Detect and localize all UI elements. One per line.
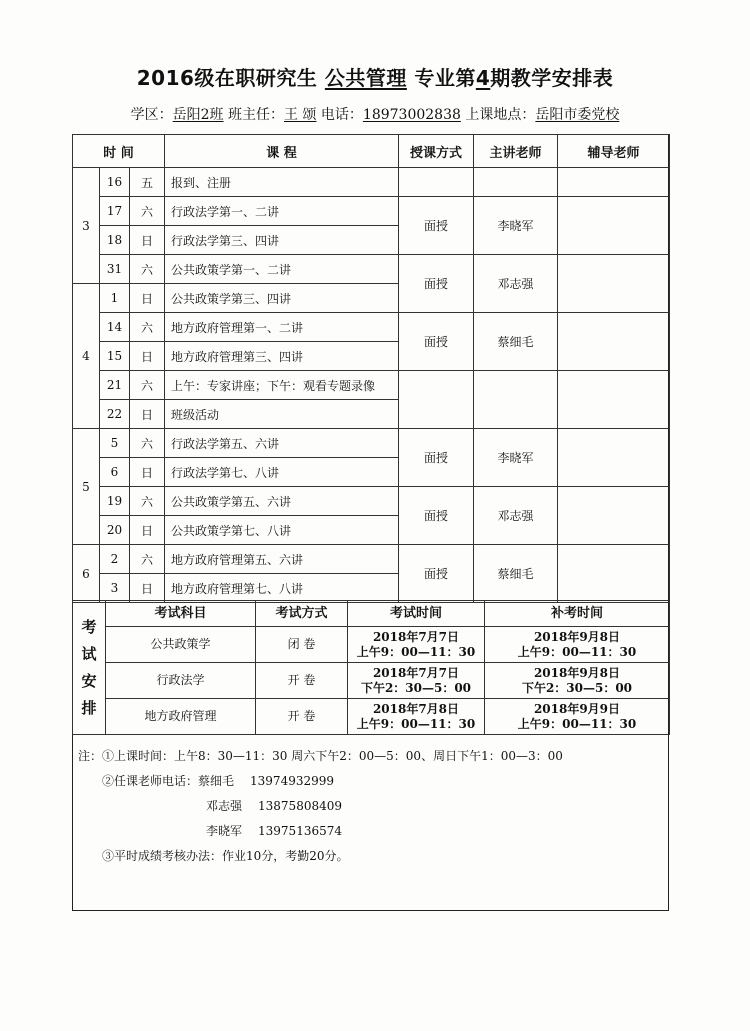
day-cell: 19 bbox=[100, 487, 130, 516]
exam-header-subject: 考试科目 bbox=[106, 601, 256, 627]
tutor-cell bbox=[558, 371, 670, 429]
exam-subject: 地方政府管理 bbox=[106, 699, 256, 735]
table-row bbox=[73, 197, 670, 226]
title-suffix: 期教学安排表 bbox=[490, 66, 614, 90]
course-cell: 行政法学第五、六讲 bbox=[165, 429, 399, 458]
makeup-clock: 下午2：30—5：00 bbox=[521, 680, 633, 695]
lecturer-cell: 蔡细毛 bbox=[474, 545, 558, 603]
exam-table bbox=[72, 600, 670, 735]
location-value: 岳阳市委党校 bbox=[535, 107, 620, 123]
weekday-cell: 日 bbox=[130, 400, 165, 429]
exam-date: 2018年7月7日 bbox=[372, 629, 460, 644]
exam-side-label: 考 试 安 排 bbox=[73, 601, 106, 735]
day-cell: 21 bbox=[100, 371, 130, 400]
lecturer-cell: 蔡细毛 bbox=[474, 313, 558, 371]
page-title bbox=[0, 62, 750, 91]
notes bbox=[78, 744, 563, 869]
teacher-name: 李晓军 bbox=[206, 824, 243, 838]
header-method: 授课方式 bbox=[399, 135, 474, 168]
lecturer-cell: 李晓军 bbox=[474, 429, 558, 487]
exam-header-makeup: 补考时间 bbox=[485, 601, 670, 627]
exam-clock: 上午9：00—11：30 bbox=[356, 644, 476, 659]
course-cell: 公共政策学第三、四讲 bbox=[165, 284, 399, 313]
table-row bbox=[73, 627, 670, 663]
exam-time bbox=[348, 699, 485, 735]
day-cell: 2 bbox=[100, 545, 130, 574]
phone-value: 18973002838 bbox=[362, 107, 461, 123]
weekday-cell: 六 bbox=[130, 545, 165, 574]
exam-method: 闭 卷 bbox=[256, 627, 348, 663]
method-cell bbox=[399, 371, 474, 429]
course-cell: 地方政府管理第一、二讲 bbox=[165, 313, 399, 342]
weekday-cell: 日 bbox=[130, 516, 165, 545]
note-teacher-phone bbox=[78, 769, 563, 794]
tutor-cell bbox=[558, 487, 670, 545]
weekday-cell: 五 bbox=[130, 168, 165, 197]
exam-method: 开 卷 bbox=[256, 663, 348, 699]
info-line bbox=[0, 104, 750, 124]
teacher-name: 邓志强 bbox=[206, 799, 243, 813]
table-row bbox=[73, 429, 670, 458]
weekday-cell: 日 bbox=[130, 574, 165, 603]
day-cell: 3 bbox=[100, 574, 130, 603]
campus-label: 学区： bbox=[130, 107, 173, 123]
day-cell: 22 bbox=[100, 400, 130, 429]
day-cell: 15 bbox=[100, 342, 130, 371]
header-tutor: 辅导老师 bbox=[558, 135, 670, 168]
table-row bbox=[73, 371, 670, 400]
tutor-cell bbox=[558, 313, 670, 371]
teacher-phone-label: ②任课老师电话： bbox=[102, 774, 199, 788]
teacher-value: 王 颂 bbox=[284, 107, 317, 123]
tutor-cell bbox=[558, 545, 670, 603]
location-label: 上课地点： bbox=[460, 107, 536, 123]
header-time: 时 间 bbox=[73, 135, 165, 168]
day-cell: 1 bbox=[100, 284, 130, 313]
weekday-cell: 六 bbox=[130, 313, 165, 342]
lecturer-cell: 邓志强 bbox=[474, 255, 558, 313]
exam-date: 2018年7月7日 bbox=[372, 665, 460, 680]
day-cell: 18 bbox=[100, 226, 130, 255]
method-cell bbox=[399, 168, 474, 197]
title-major: 公共管理 bbox=[324, 66, 407, 90]
exam-time bbox=[348, 663, 485, 699]
weekday-cell: 日 bbox=[130, 342, 165, 371]
weekday-cell: 日 bbox=[130, 458, 165, 487]
note-class-time: 注：①上课时间：上午8：30—11：30 周六下午2：00—5：00、周日下午1：00—3：00 bbox=[78, 749, 563, 763]
makeup-date: 2018年9月8日 bbox=[533, 629, 621, 644]
teacher-label: 班主任： bbox=[223, 107, 285, 123]
course-cell: 公共政策学第五、六讲 bbox=[165, 487, 399, 516]
table-row bbox=[73, 699, 670, 735]
month-cell: 6 bbox=[73, 545, 100, 603]
method-cell: 面授 bbox=[399, 487, 474, 545]
course-cell: 行政法学第三、四讲 bbox=[165, 226, 399, 255]
month-cell: 5 bbox=[73, 429, 100, 545]
course-cell: 公共政策学第七、八讲 bbox=[165, 516, 399, 545]
tutor-cell bbox=[558, 255, 670, 313]
tutor-cell bbox=[558, 168, 670, 197]
teacher-phone: 13975136574 bbox=[258, 824, 342, 838]
table-row bbox=[73, 663, 670, 699]
exam-method: 开 卷 bbox=[256, 699, 348, 735]
exam-time bbox=[348, 627, 485, 663]
method-cell: 面授 bbox=[399, 545, 474, 603]
makeup-clock: 上午9：00—11：30 bbox=[517, 716, 637, 731]
note-teacher-phone bbox=[78, 819, 563, 844]
course-cell: 上午：专家讲座；下午：观看专题录像 bbox=[165, 371, 399, 400]
course-cell: 行政法学第七、八讲 bbox=[165, 458, 399, 487]
exam-clock: 下午2：30—5：00 bbox=[360, 680, 472, 695]
day-cell: 20 bbox=[100, 516, 130, 545]
campus-value: 岳阳2班 bbox=[172, 107, 224, 123]
day-cell: 5 bbox=[100, 429, 130, 458]
exam-clock: 上午9：00—11：30 bbox=[356, 716, 476, 731]
makeup-date: 2018年9月8日 bbox=[533, 665, 621, 680]
schedule-table bbox=[72, 134, 670, 603]
day-cell: 6 bbox=[100, 458, 130, 487]
course-cell: 地方政府管理第七、八讲 bbox=[165, 574, 399, 603]
table-row bbox=[73, 487, 670, 516]
makeup-date: 2018年9月9日 bbox=[533, 701, 621, 716]
course-cell: 地方政府管理第三、四讲 bbox=[165, 342, 399, 371]
grading-text: ③平时成绩考核办法：作业10分，考勤20分。 bbox=[102, 849, 349, 863]
exam-header-time: 考试时间 bbox=[348, 601, 485, 627]
month-cell: 3 bbox=[73, 168, 100, 284]
teacher-name: 蔡细毛 bbox=[198, 774, 235, 788]
table-row bbox=[73, 313, 670, 342]
title-prefix: 2016级在职研究生 bbox=[136, 66, 325, 90]
teacher-phone: 13974932999 bbox=[250, 774, 335, 788]
weekday-cell: 六 bbox=[130, 371, 165, 400]
lecturer-cell: 邓志强 bbox=[474, 487, 558, 545]
course-cell: 地方政府管理第五、六讲 bbox=[165, 545, 399, 574]
weekday-cell: 日 bbox=[130, 226, 165, 255]
course-cell: 班级活动 bbox=[165, 400, 399, 429]
weekday-cell: 六 bbox=[130, 255, 165, 284]
header-lecturer: 主讲老师 bbox=[474, 135, 558, 168]
exam-header-row bbox=[73, 601, 670, 627]
method-cell: 面授 bbox=[399, 255, 474, 313]
phone-label: 电话： bbox=[316, 107, 363, 123]
day-cell: 16 bbox=[100, 168, 130, 197]
title-middle: 专业第 bbox=[406, 66, 476, 90]
makeup-time bbox=[485, 699, 670, 735]
note-grading bbox=[78, 844, 563, 869]
makeup-time bbox=[485, 627, 670, 663]
method-cell: 面授 bbox=[399, 313, 474, 371]
day-cell: 31 bbox=[100, 255, 130, 284]
table-row bbox=[73, 545, 670, 574]
course-cell: 行政法学第一、二讲 bbox=[165, 197, 399, 226]
tutor-cell bbox=[558, 197, 670, 255]
lecturer-cell: 李晓军 bbox=[474, 197, 558, 255]
exam-header-method: 考试方式 bbox=[256, 601, 348, 627]
table-row bbox=[73, 168, 670, 197]
day-cell: 14 bbox=[100, 313, 130, 342]
weekday-cell: 日 bbox=[130, 284, 165, 313]
tutor-cell bbox=[558, 429, 670, 487]
day-cell: 17 bbox=[100, 197, 130, 226]
note-teacher-phone bbox=[78, 794, 563, 819]
method-cell: 面授 bbox=[399, 429, 474, 487]
lecturer-cell bbox=[474, 371, 558, 429]
exam-date: 2018年7月8日 bbox=[372, 701, 460, 716]
schedule-header-row bbox=[73, 135, 670, 168]
makeup-clock: 上午9：00—11：30 bbox=[517, 644, 637, 659]
month-cell: 4 bbox=[73, 284, 100, 429]
course-cell: 公共政策学第一、二讲 bbox=[165, 255, 399, 284]
lecturer-cell bbox=[474, 168, 558, 197]
weekday-cell: 六 bbox=[130, 197, 165, 226]
title-period: 4 bbox=[475, 66, 491, 90]
makeup-time bbox=[485, 663, 670, 699]
table-row bbox=[73, 255, 670, 284]
weekday-cell: 六 bbox=[130, 429, 165, 458]
exam-subject: 公共政策学 bbox=[106, 627, 256, 663]
weekday-cell: 六 bbox=[130, 487, 165, 516]
course-cell: 报到、注册 bbox=[165, 168, 399, 197]
exam-subject: 行政法学 bbox=[106, 663, 256, 699]
teacher-phone: 13875808409 bbox=[258, 799, 342, 813]
header-course: 课 程 bbox=[165, 135, 399, 168]
method-cell: 面授 bbox=[399, 197, 474, 255]
